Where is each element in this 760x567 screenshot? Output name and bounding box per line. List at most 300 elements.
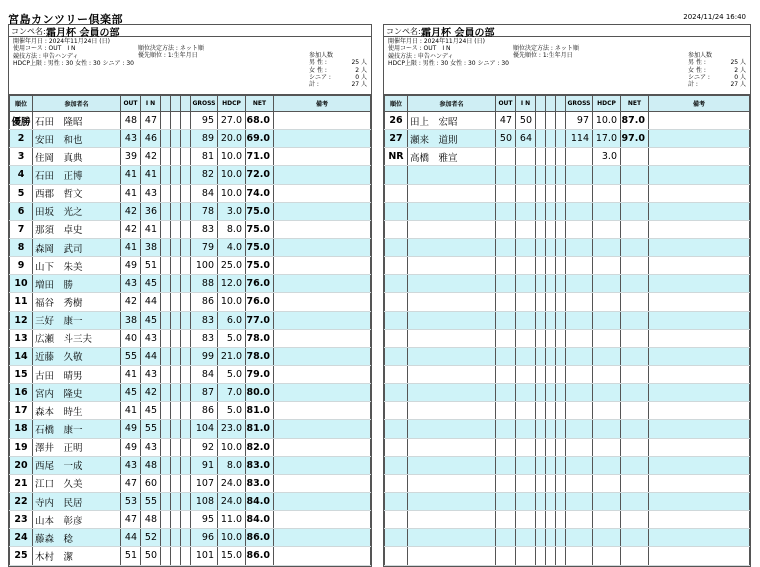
rank-cell: 2 (10, 130, 33, 148)
name-cell: 木村 潔 (33, 547, 121, 565)
table-row (385, 238, 750, 256)
blank-cell (546, 384, 556, 402)
out-cell (496, 329, 516, 347)
blank-cell (536, 347, 546, 365)
in-cell (516, 474, 536, 492)
hdcp-cell: 10.0 (218, 529, 246, 547)
gross-cell: 83 (191, 220, 218, 238)
out-cell (496, 438, 516, 456)
table-row (10, 547, 371, 565)
blank-cell (161, 311, 171, 329)
name-cell: 安田 和也 (33, 130, 121, 148)
blank-cell (161, 257, 171, 275)
blank-cell (546, 275, 556, 293)
in-cell: 52 (141, 529, 161, 547)
hdcp-cell (593, 311, 621, 329)
blank-cell (556, 547, 566, 565)
rank-cell: 12 (10, 311, 33, 329)
col-out: OUT (121, 96, 141, 112)
rank-cell (385, 311, 408, 329)
note-cell (649, 456, 750, 474)
in-cell: 38 (141, 238, 161, 256)
blank-cell (556, 202, 566, 220)
left-panel (8, 24, 372, 567)
table-row (10, 311, 371, 329)
comp-label: コンペ名: (386, 27, 421, 36)
blank-cell (181, 456, 191, 474)
in-cell (516, 384, 536, 402)
col-blank (546, 96, 556, 112)
blank-cell (161, 148, 171, 166)
col-name: 参加者名 (33, 96, 121, 112)
out-cell (496, 311, 516, 329)
blank-cell (556, 311, 566, 329)
name-cell: 近藤 久敬 (33, 347, 121, 365)
table-row (10, 257, 371, 275)
rank-cell (385, 275, 408, 293)
net-cell: 77.0 (246, 311, 274, 329)
gross-cell (566, 456, 593, 474)
blank-cell (171, 511, 181, 529)
rank-cell (385, 547, 408, 565)
note-cell (649, 238, 750, 256)
name-cell: 山本 彰彦 (33, 511, 121, 529)
comp-name: 霜月杯 会員の部 (421, 28, 495, 39)
net-cell (621, 311, 649, 329)
net-cell: 76.0 (246, 275, 274, 293)
table-row (10, 402, 371, 420)
printed-at: 2024/11/24 16:40 (683, 13, 746, 21)
in-cell: 48 (141, 511, 161, 529)
blank-cell (536, 474, 546, 492)
hdcp-cell: 10.0 (218, 184, 246, 202)
name-cell (408, 293, 496, 311)
col-gross: GROSS (191, 96, 218, 112)
blank-cell (181, 275, 191, 293)
name-cell (408, 438, 496, 456)
blank-cell (556, 184, 566, 202)
participant-counts (309, 52, 367, 88)
table-row (10, 220, 371, 238)
in-cell: 55 (141, 492, 161, 510)
blank-cell (171, 347, 181, 365)
counts-title: 参加人数 (688, 52, 713, 59)
net-cell: 79.0 (246, 365, 274, 383)
name-cell (408, 275, 496, 293)
table-row (10, 130, 371, 148)
meta-right (513, 45, 579, 60)
hdcp-cell (593, 492, 621, 510)
female-count: 2 人 (734, 66, 746, 74)
blank-cell (536, 547, 546, 565)
in-cell: 46 (141, 130, 161, 148)
blank-cell (171, 257, 181, 275)
total-count: 27 人 (351, 81, 367, 89)
net-cell: 86.0 (246, 547, 274, 565)
blank-cell (161, 275, 171, 293)
table-row (385, 547, 750, 565)
hdcp-cell (593, 329, 621, 347)
blank-cell (161, 130, 171, 148)
table-row (10, 492, 371, 510)
name-cell (408, 511, 496, 529)
in-cell: 41 (141, 166, 161, 184)
name-cell (408, 184, 496, 202)
col-blank (171, 96, 181, 112)
blank-cell (556, 293, 566, 311)
blank-cell (171, 130, 181, 148)
out-cell: 39 (121, 148, 141, 166)
blank-cell (181, 311, 191, 329)
in-cell: 50 (141, 547, 161, 565)
note-cell (649, 257, 750, 275)
table-row (10, 474, 371, 492)
blank-cell (171, 365, 181, 383)
net-cell: 84.0 (246, 492, 274, 510)
hdcp-cell (593, 275, 621, 293)
net-cell: 87.0 (621, 112, 649, 130)
blank-cell (536, 329, 546, 347)
blank-cell (556, 365, 566, 383)
blank-cell (181, 547, 191, 565)
blank-cell (171, 166, 181, 184)
gross-cell: 114 (566, 130, 593, 148)
in-cell (516, 511, 536, 529)
hdcp-cell (593, 456, 621, 474)
out-cell: 49 (121, 257, 141, 275)
method: 競技方法 : 申告ハンディ (13, 52, 79, 60)
hdcp-cell: 10.0 (218, 438, 246, 456)
net-cell: 86.0 (246, 529, 274, 547)
method: 競技方法 : 申告ハンディ (388, 52, 454, 60)
ranking-method: 順位決定方法 : ネット順 (138, 45, 204, 52)
blank-cell (171, 238, 181, 256)
table-row (10, 275, 371, 293)
in-cell (516, 420, 536, 438)
note-cell (274, 529, 371, 547)
note-cell (274, 112, 371, 130)
blank-cell (556, 420, 566, 438)
rank-cell: 25 (10, 547, 33, 565)
blank-cell (161, 529, 171, 547)
gross-cell (566, 293, 593, 311)
blank-cell (536, 275, 546, 293)
name-cell (408, 347, 496, 365)
note-cell (274, 184, 371, 202)
name-cell: 藤森 稔 (33, 529, 121, 547)
table-row (10, 511, 371, 529)
male-label: 男 性 : (309, 59, 327, 67)
in-cell: 48 (141, 456, 161, 474)
in-cell: 47 (141, 112, 161, 130)
table-row (10, 112, 371, 130)
net-cell: 80.0 (246, 384, 274, 402)
table-row (385, 130, 750, 148)
hdcp-cell: 27.0 (218, 112, 246, 130)
rank-cell: 5 (10, 184, 33, 202)
out-cell: 41 (121, 365, 141, 383)
gross-cell: 81 (191, 148, 218, 166)
out-cell: 41 (121, 402, 141, 420)
out-cell: 47 (121, 511, 141, 529)
net-cell (621, 547, 649, 565)
blank-cell (556, 456, 566, 474)
in-cell: 45 (141, 311, 161, 329)
hdcp-cell: 12.0 (218, 275, 246, 293)
col-in: I N (141, 96, 161, 112)
note-cell (649, 148, 750, 166)
gross-cell (566, 365, 593, 383)
out-cell: 38 (121, 311, 141, 329)
blank-cell (556, 112, 566, 130)
rank-cell: 21 (10, 474, 33, 492)
col-net: NET (246, 96, 274, 112)
blank-cell (161, 438, 171, 456)
blank-cell (171, 438, 181, 456)
net-cell (621, 511, 649, 529)
senior-label: シニア : (688, 73, 710, 81)
out-cell (496, 420, 516, 438)
table-row (385, 511, 750, 529)
name-cell: 澤井 正明 (33, 438, 121, 456)
gross-cell (566, 202, 593, 220)
name-cell (408, 456, 496, 474)
blank-cell (556, 130, 566, 148)
blank-cell (171, 329, 181, 347)
hdcp-cell (593, 257, 621, 275)
note-cell (274, 384, 371, 402)
note-cell (649, 275, 750, 293)
note-cell (274, 130, 371, 148)
rank-cell: 23 (10, 511, 33, 529)
rank-cell (385, 347, 408, 365)
blank-cell (171, 402, 181, 420)
rank-cell: 16 (10, 384, 33, 402)
blank-cell (536, 456, 546, 474)
hdcp-cell (593, 202, 621, 220)
in-cell (516, 492, 536, 510)
note-cell (274, 257, 371, 275)
net-cell (621, 529, 649, 547)
name-cell: 広瀬 斗三夫 (33, 329, 121, 347)
net-cell (621, 384, 649, 402)
name-cell: 江口 久美 (33, 474, 121, 492)
note-cell (274, 474, 371, 492)
out-cell: 55 (121, 347, 141, 365)
gross-cell: 104 (191, 420, 218, 438)
in-cell: 45 (141, 275, 161, 293)
net-cell (621, 474, 649, 492)
male-label: 男 性 : (688, 59, 706, 67)
results-table (9, 95, 371, 566)
blank-cell (536, 220, 546, 238)
out-cell: 42 (121, 293, 141, 311)
blank-cell (171, 456, 181, 474)
net-cell (621, 220, 649, 238)
blank-cell (161, 492, 171, 510)
rank-cell (385, 365, 408, 383)
out-cell: 47 (121, 474, 141, 492)
hdcp-cell: 10.0 (218, 148, 246, 166)
note-cell (649, 130, 750, 148)
blank-cell (536, 511, 546, 529)
table-row (385, 329, 750, 347)
rank-cell: 27 (385, 130, 408, 148)
blank-cell (161, 384, 171, 402)
net-cell: 75.0 (246, 202, 274, 220)
table-row (385, 257, 750, 275)
in-cell: 44 (141, 347, 161, 365)
note-cell (274, 456, 371, 474)
note-cell (649, 547, 750, 565)
table-row (10, 329, 371, 347)
blank-cell (546, 529, 556, 547)
hdcp-cell (593, 166, 621, 184)
table-row (10, 456, 371, 474)
rank-cell (385, 402, 408, 420)
note-cell (649, 347, 750, 365)
gross-cell (566, 402, 593, 420)
table-row (10, 365, 371, 383)
blank-cell (161, 347, 171, 365)
out-cell (496, 257, 516, 275)
blank-cell (171, 492, 181, 510)
in-cell (516, 202, 536, 220)
name-cell: 森本 時生 (33, 402, 121, 420)
gross-cell (566, 220, 593, 238)
blank-cell (181, 112, 191, 130)
comp-row (9, 25, 371, 37)
col-hdcp: HDCP (593, 96, 621, 112)
hdcp-limit: HDCP上限 : 男性 : 30 女性 : 30 シニア : 30 (388, 59, 510, 67)
blank-cell (546, 257, 556, 275)
rank-cell: 13 (10, 329, 33, 347)
blank-cell (546, 329, 556, 347)
blank-cell (161, 238, 171, 256)
out-cell (496, 456, 516, 474)
blank-cell (181, 529, 191, 547)
rank-cell: 11 (10, 293, 33, 311)
name-cell: 石橋 康一 (33, 420, 121, 438)
note-cell (274, 365, 371, 383)
priority: 優先順位 : 1:生年月日 (513, 52, 573, 60)
gross-cell (566, 275, 593, 293)
name-cell (408, 202, 496, 220)
blank-cell (536, 166, 546, 184)
out-cell: 49 (121, 438, 141, 456)
blank-cell (161, 184, 171, 202)
gross-cell (566, 166, 593, 184)
col-name: 参加者名 (408, 96, 496, 112)
blank-cell (171, 547, 181, 565)
blank-cell (181, 257, 191, 275)
total-count: 27 人 (730, 81, 746, 89)
blank-cell (536, 420, 546, 438)
blank-cell (536, 148, 546, 166)
note-cell (649, 474, 750, 492)
name-cell (408, 547, 496, 565)
blank-cell (161, 293, 171, 311)
hdcp-cell (593, 184, 621, 202)
female-label: 女 性 : (309, 66, 327, 74)
hdcp-cell: 25.0 (218, 257, 246, 275)
hdcp-cell: 8.0 (218, 220, 246, 238)
blank-cell (161, 547, 171, 565)
ranking-method: 順位決定方法 : ネット順 (513, 45, 579, 52)
rank-cell (385, 529, 408, 547)
in-cell: 55 (141, 420, 161, 438)
net-cell (621, 275, 649, 293)
name-cell (408, 529, 496, 547)
name-cell (408, 402, 496, 420)
blank-cell (546, 148, 556, 166)
blank-cell (536, 311, 546, 329)
table-row (385, 492, 750, 510)
note-cell (274, 438, 371, 456)
in-cell: 51 (141, 257, 161, 275)
name-cell: 寺内 民居 (33, 492, 121, 510)
out-cell: 43 (121, 456, 141, 474)
rank-cell: 9 (10, 257, 33, 275)
net-cell (621, 420, 649, 438)
blank-cell (181, 166, 191, 184)
blank-cell (181, 347, 191, 365)
blank-cell (556, 329, 566, 347)
out-cell (496, 402, 516, 420)
right-panel (383, 24, 751, 567)
rank-cell: 24 (10, 529, 33, 547)
meta-left (388, 38, 509, 67)
out-cell: 41 (121, 166, 141, 184)
in-cell: 43 (141, 438, 161, 456)
name-cell (408, 474, 496, 492)
note-cell (274, 347, 371, 365)
hdcp-cell: 5.0 (218, 365, 246, 383)
table-row (385, 438, 750, 456)
in-cell: 64 (516, 130, 536, 148)
out-cell: 51 (121, 547, 141, 565)
blank-cell (536, 112, 546, 130)
rank-cell (385, 293, 408, 311)
blank-cell (171, 220, 181, 238)
col-gross: GROSS (566, 96, 593, 112)
net-cell (621, 402, 649, 420)
col-rank: 順位 (10, 96, 33, 112)
gross-cell: 92 (191, 438, 218, 456)
in-cell (516, 293, 536, 311)
blank-cell (161, 456, 171, 474)
table-row (385, 148, 750, 166)
table-row (385, 311, 750, 329)
blank-cell (556, 492, 566, 510)
out-cell: 42 (121, 202, 141, 220)
blank-cell (536, 402, 546, 420)
blank-cell (556, 438, 566, 456)
male-count: 25 人 (351, 59, 367, 67)
gross-cell: 97 (566, 112, 593, 130)
blank-cell (546, 474, 556, 492)
out-cell (496, 238, 516, 256)
blank-cell (171, 529, 181, 547)
hdcp-cell (593, 238, 621, 256)
out-cell (496, 148, 516, 166)
blank-cell (171, 420, 181, 438)
col-blank (536, 96, 546, 112)
name-cell (408, 329, 496, 347)
blank-cell (556, 275, 566, 293)
hdcp-cell (593, 220, 621, 238)
out-cell (496, 511, 516, 529)
